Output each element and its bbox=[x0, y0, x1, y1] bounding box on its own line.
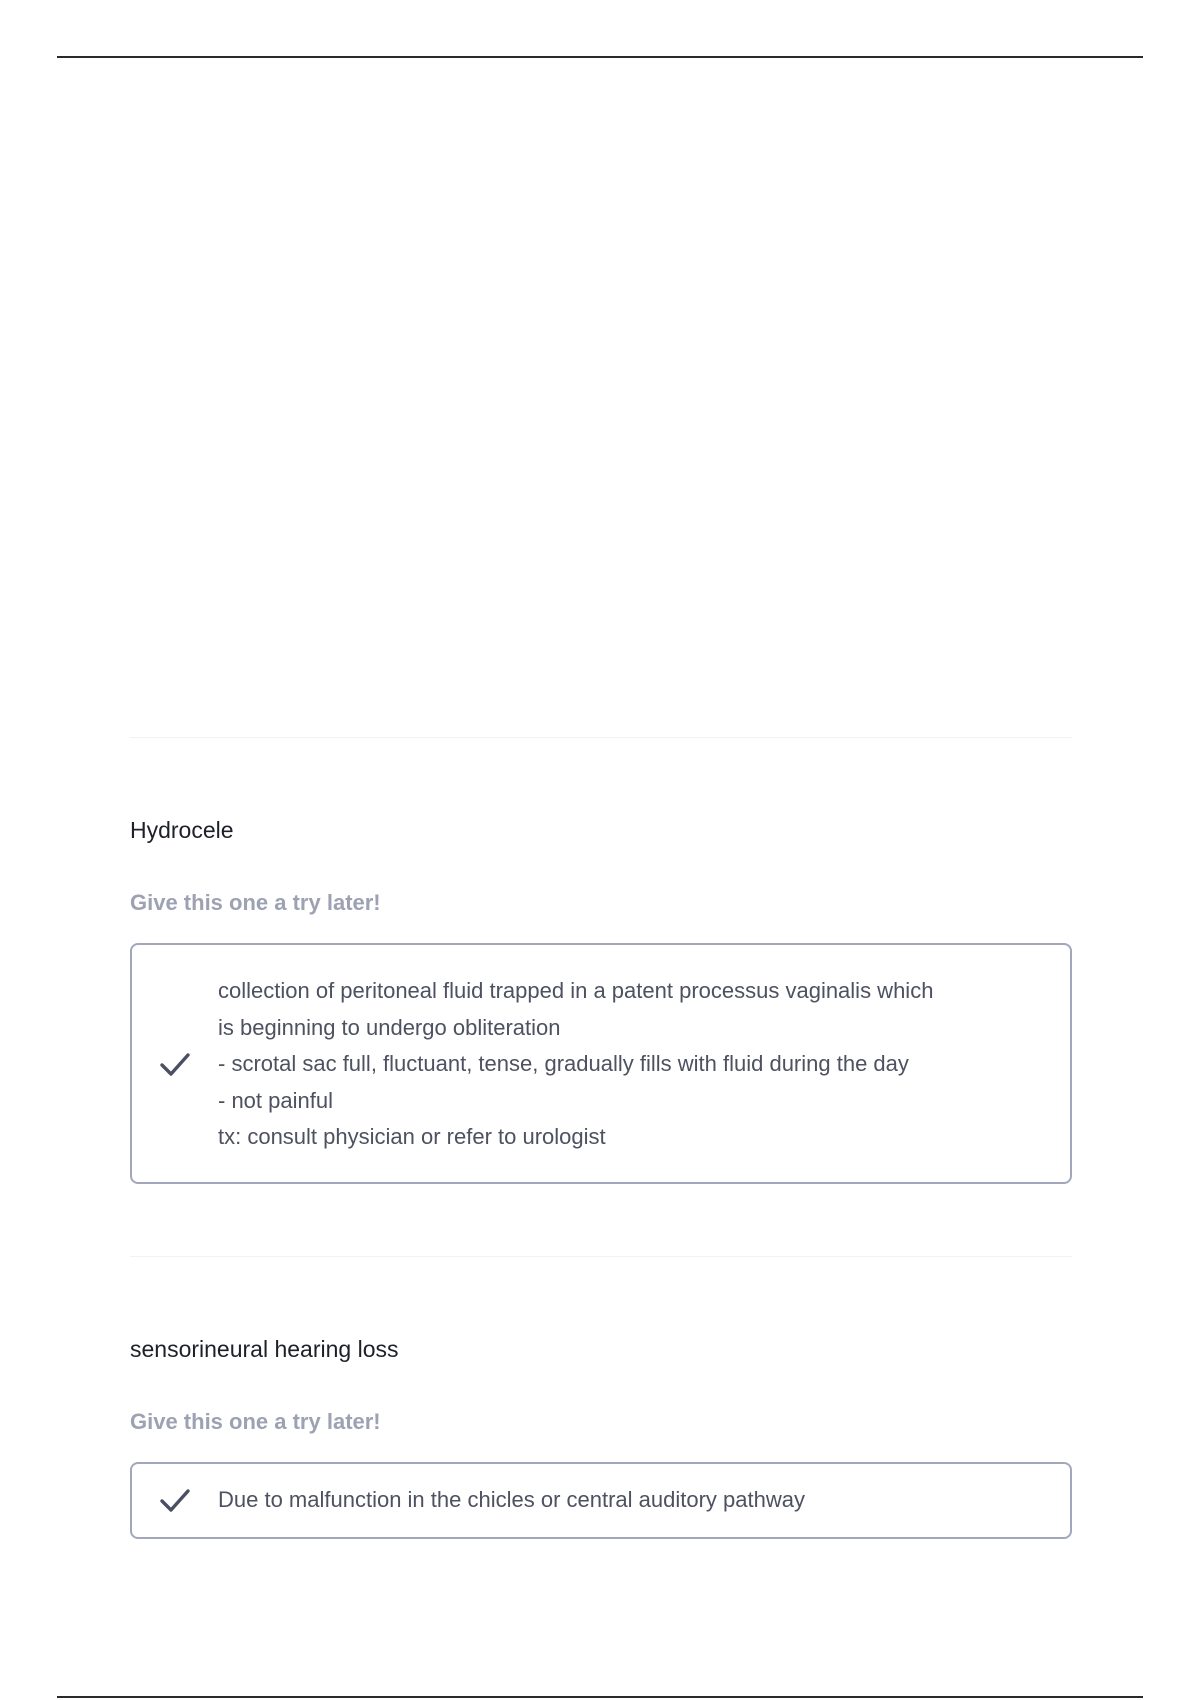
answer-line: collection of peritoneal fluid trapped in a patent processus vaginalis which bbox=[218, 978, 934, 1003]
flashcard-sensorineural-hearing-loss bbox=[130, 1334, 1072, 1539]
card-divider bbox=[130, 1256, 1072, 1257]
answer-box[interactable] bbox=[130, 943, 1072, 1184]
card-term: sensorineural hearing loss bbox=[130, 1336, 399, 1362]
answer-line: is beginning to undergo obliteration bbox=[218, 1014, 561, 1040]
card-term: Hydrocele bbox=[130, 817, 234, 843]
page-bottom-rule bbox=[57, 1696, 1143, 1698]
checkmark-icon bbox=[132, 1482, 218, 1518]
checkmark-icon bbox=[132, 1046, 218, 1082]
answer-line: - scrotal sac full, fluctuant, tense, gradually fills with fluid during the day bbox=[218, 1051, 909, 1076]
card-divider bbox=[130, 737, 1072, 738]
answer-text bbox=[218, 1482, 1040, 1519]
flashcard-hydrocele bbox=[130, 815, 1072, 1184]
answer-line: - not painful bbox=[218, 1087, 333, 1113]
answer-box[interactable] bbox=[130, 1462, 1072, 1539]
card-status: Give this one a try later! bbox=[130, 1409, 381, 1434]
card-status: Give this one a try later! bbox=[130, 890, 381, 915]
answer-line: tx: consult physician or refer to urologist bbox=[218, 1124, 606, 1149]
answer-text bbox=[218, 973, 1040, 1156]
page-top-rule bbox=[57, 56, 1143, 58]
answer-line: Due to malfunction in the chicles or central auditory pathway bbox=[218, 1487, 805, 1512]
